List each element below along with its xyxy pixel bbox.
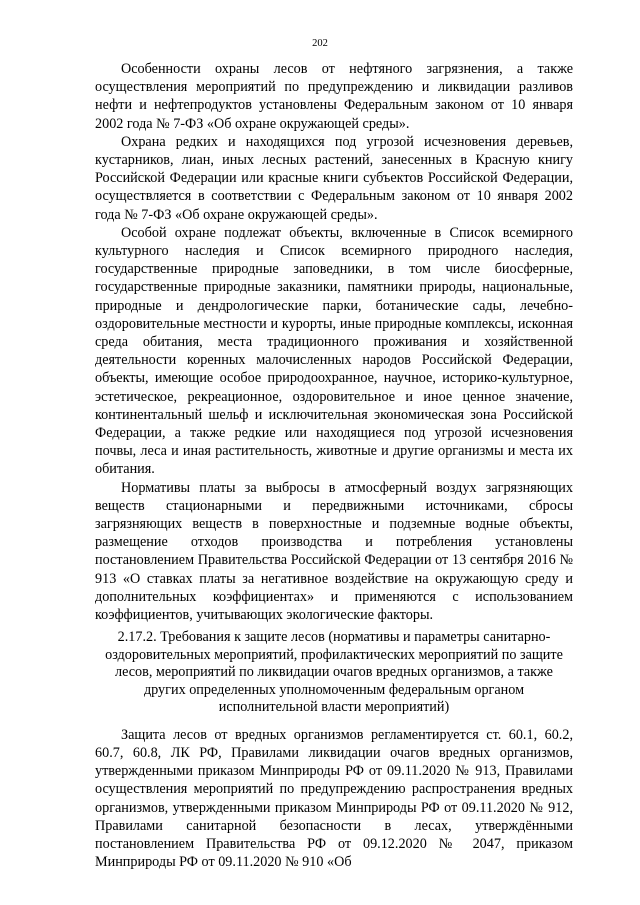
section-heading: 2.17.2. Требования к защите лесов (нормативы и параметры санитарно-оздоровительных мероприятий, профилактических мероприятий по защите лесов, мероприятий по ликвидации очагов вредных организмов, а также других определенных уполномоченным федеральным органом исполнительной власти мероприятий)	[105, 629, 563, 716]
paragraph-oil-pollution: Особенности охраны лесов от нефтяного загрязнения, а также осуществления мероприятий по предупреждению и ликвидации разливов нефти и нефтепродуктов установлены Федеральным законом от 10 января 2002 года № 7-ФЗ «Об охране окружающей среды».	[95, 61, 573, 132]
paragraph-special-protection: Особой охране подлежат объекты, включенные в Список всемирного культурного наследия и Список всемирного природного наследия, государственные природные заповедники, в том числе биосферные, государственные природные заказники, памятники природы, национальные, природные и дендрологические парки, ботанические сады, лечебно-оздоровительные местности и курорты, иные природные комплексы, исконная среда обитания, места традиционного проживания и хозяйственной деятельности коренных малочисленных народов Российской Федерации, объекты, имеющие особое природоохранное, научное, историко-культурное, эстетическое, рекреационное, оздоровительное и иное ценное значение, континентальный шельф и исключительная экономическая зона Российской Федерации, а также редкие или находящиеся под угрозой исчезновения почвы, леса и иная растительность, животные и другие организмы и места их обитания.	[95, 224, 573, 478]
paragraph-forest-protection: Защита лесов от вредных организмов регламентируется ст. 60.1, 60.2, 60.7, 60.8, ЛК РФ, Правилами ликвидации очагов вредных организмов, утвержденными приказом Минприроды РФ от 09.11.2020 № 913, Правилами осуществления мероприятий по предупреждению распространения вредных организмов, утвержденными приказом Минприроды РФ от 09.11.2020 № 912, Правилами санитарной безопасности в лесах, утверждёнными постановлением Правительства РФ от 09.12.2020 № 2047, приказом Минприроды РФ от 09.11.2020 № 910 «Об	[95, 726, 573, 871]
document-body	[95, 60, 573, 871]
page-number: 202	[312, 38, 328, 49]
paragraph-emission-fees: Нормативы платы за выбросы в атмосферный воздух загрязняющих веществ стационарными и передвижными источниками, сбросы загрязняющих веществ в поверхностные и подземные водные объекты, размещение отходов производства и потребления установлены постановлением Правительства Российской Федерации от 13 сентября 2016 № 913 «О ставках платы за негативное воздействие на окружающую среду и дополнительных коэффициентах» и применяются с использованием коэффициентов, учитывающих экологические факторы.	[95, 479, 573, 624]
paragraph-rare-species: Охрана редких и находящихся под угрозой исчезновения деревьев, кустарников, лиан, иных лесных растений, занесенных в Красную книгу Российской Федерации или красные книги субъектов Российской Федерации, осуществляется в соответствии с Федеральным законом от 10 января 2002 года № 7-ФЗ «Об охране окружающей среды».	[95, 133, 573, 223]
